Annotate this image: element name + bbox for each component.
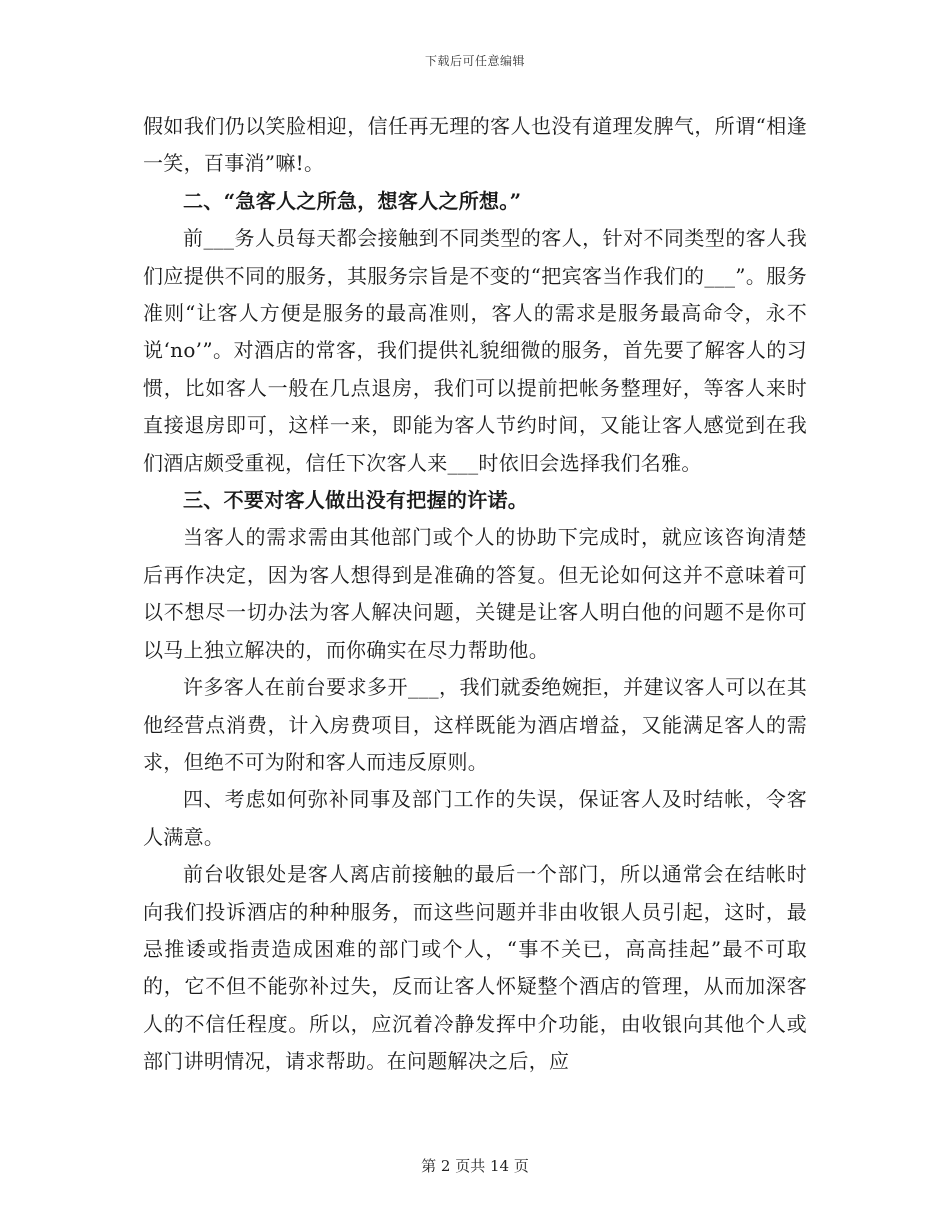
paragraph-continuation: 假如我们仍以笑脸相迎，信任再无理的客人也没有道理发脾气，所谓“相逢一笑，百事消”嘛!。 (143, 114, 807, 176)
section-heading-2: 二、“急客人之所急，想客人之所想。” (183, 188, 522, 213)
page-header: 下载后可任意编辑 (424, 54, 525, 68)
section-heading-4: 四、考虑如何弥补同事及部门工作的失误，保证客人及时结帐，令客人满意。 (143, 787, 807, 849)
paragraph-extra-requests: 许多客人在前台要求多开___，我们就委绝婉拒，并建议客人可以在其他经营点消费，计入房费项目，这样既能为酒店增益，又能满足客人的需求，但绝不可为附和客人而违反原则。 (143, 675, 807, 774)
page-number: 第 2 页共 14 页 (421, 1157, 529, 1175)
section-heading-3: 三、不要对客人做出没有把握的许诺。 (183, 488, 529, 513)
paragraph-cashier: 前台收银处是客人离店前接触的最后一个部门，所以通常会在结帐时向我们投诉酒店的种种服务，而这些问题并非由收银人员引起，这时，最忌推诿或指责造成困难的部门或个人，“事不关已，高高挂起”最不可取的，它不但不能弥补过失，反而让客人怀疑整个酒店的管理，从而加深客人的不信任程度。所以，应沉着冷静发挥中介功能，由收银向其他个人或部门讲明情况，请求帮助。在问题解决之后，应 (143, 862, 807, 1074)
paragraph-customer-needs: 当客人的需求需由其他部门或个人的协助下完成时，就应该咨询清楚后再作决定，因为客人想得到是准确的答复。但无论如何这并不意味着可以不想尽一切办法为客人解决问题，关键是让客人明白他的问题不是你可以马上独立解决的，而你确实在尽力帮助他。 (143, 525, 807, 662)
paragraph-front-desk-service: 前___务人员每天都会接触到不同类型的客人，针对不同类型的客人我们应提供不同的服务，其服务宗旨是不变的“把宾客当作我们的___”。服务准则“让客人方便是服务的最高准则，客人的需求是服务最高命令，永不说‘no’”。对酒店的常客，我们提供礼貌细微的服务，首先要了解客人的习惯，比如客人一般在几点退房，我们可以提前把帐务整理好，等客人来时直接退房即可，这样一来，即能为客人节约时间，又能让客人感觉到在我们酒店颇受重视，信任下次客人来___时依旧会选择我们名雅。 (143, 226, 807, 475)
document-body (143, 108, 807, 1081)
